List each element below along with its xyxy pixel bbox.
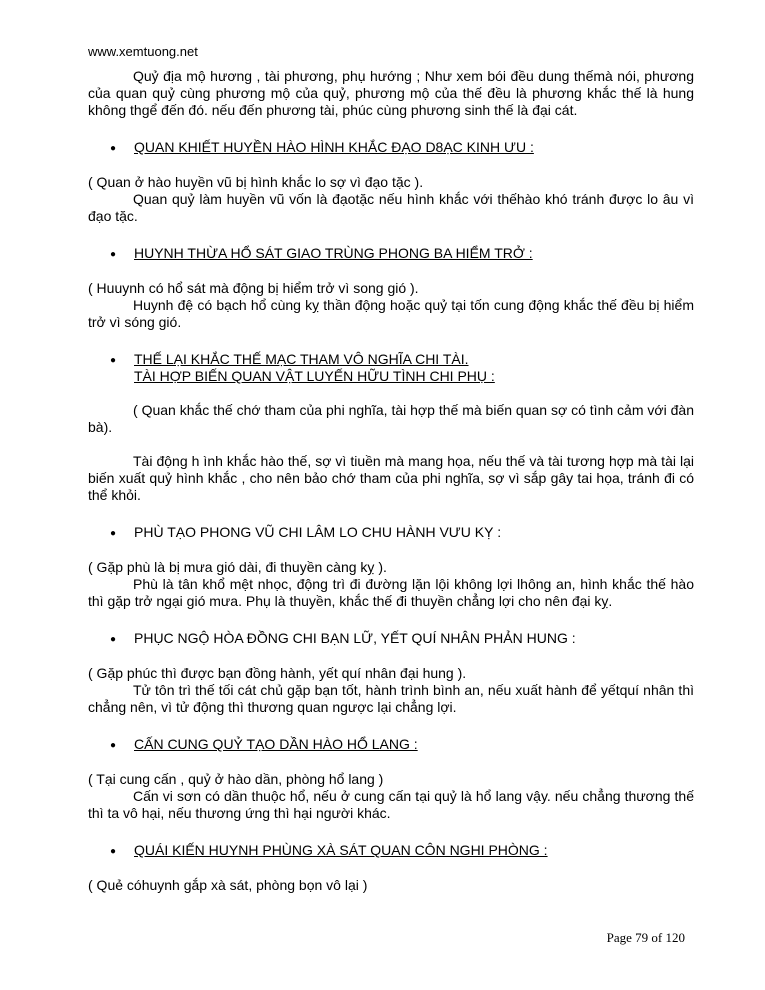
heading-text: QUÁI KIẾN HUYNH PHÙNG XÀ SÁT QUAN CÔN NGHI PHÒNG :: [134, 842, 548, 858]
gloss-paragraph: ( Gặp phù là bị mưa gió dài, đi thuyền càng kỵ ).: [88, 559, 387, 575]
body-paragraph: Huynh đệ có bạch hổ cùng kỵ thần động hoặc quỷ tại tốn cung động khắc thế đều bị hiểm trở vì sóng gió.: [88, 297, 694, 330]
bullet-icon: ●: [110, 355, 117, 366]
heading-text: CẤN CUNG QUỶ TẠO DẦN HÀO HỔ LANG :: [134, 736, 418, 752]
heading-text: PHÙ TẠO PHONG VŨ CHI LÂM LO CHU HÀNH VƯU KỴ :: [134, 524, 502, 540]
bullet-icon: ●: [110, 249, 117, 260]
body-paragraph: Phù là tân khổ mệt nhọc, động trì đi đường lặn lội không lợi lhông an, hình khắc thế hào thì gặp trở ngại gió mưa. Phụ là thuyền, khắc thế đi thuyền chẳng lợi cho nên đại kỵ.: [88, 576, 694, 609]
gloss-paragraph: ( Huuynh có hổ sát mà động bị hiểm trở vì song gió ).: [88, 280, 419, 296]
gloss-paragraph: ( Tại cung cấn , quỷ ở hào dần, phòng hổ lang ): [88, 771, 384, 787]
bullet-icon: ●: [110, 634, 117, 645]
gloss-paragraph: ( Quẻ cóhuynh gắp xà sát, phòng bọn vô lại ): [88, 877, 368, 893]
bullet-icon: ●: [110, 528, 117, 539]
page-number: Page 79 of 120: [606, 930, 685, 945]
heading-text: HUYNH THỪA HỔ SÁT GIAO TRÙNG PHONG BA HIỂM TRỞ :: [134, 245, 533, 261]
gloss-paragraph: ( Quan ở hào huyền vũ bị hình khắc lo sợ vì đạo tặc ).: [88, 174, 424, 190]
section-heading: [110, 139, 694, 157]
heading-text: QUAN KHIẾT HUYỀN HÀO HÌNH KHẮC ĐẠO D8ẠC KINH ƯU :: [134, 139, 534, 155]
page-content: [88, 68, 694, 894]
site-url: www.xemtuong.net: [88, 44, 198, 59]
bullet-icon: ●: [110, 846, 117, 857]
section-heading: [110, 736, 694, 754]
section-heading: [110, 245, 694, 263]
heading-text: THẾ LẠI KHẮC THẾ MẠC THAM VÔ NGHĨA CHI TÀI.: [134, 351, 469, 367]
bullet-icon: ●: [110, 740, 117, 751]
heading-text: PHỤC NGỘ HÒA ĐỒNG CHI BẠN LỮ, YẾT QUÍ NHÂN PHẢN HUNG :: [134, 630, 576, 646]
body-paragraph: Quan quỷ làm huyền vũ vốn là đạotặc nếu hình khắc với thếhào khó tránh được lo âu vì đạo tặc.: [88, 191, 694, 224]
body-paragraph: Cấn vi sơn có dần thuộc hổ, nếu ở cung cấn tại quỷ là hổ lang vậy. nếu chẳng thương thế thì ta vô hại, nếu thương ứng thì hại người khác.: [88, 788, 694, 821]
heading-text: TÀI HỢP BIẾN QUAN VẬT LUYẾN HỮU TÌNH CHI PHỤ :: [134, 368, 495, 384]
section-heading: [110, 630, 694, 648]
section-heading: [110, 351, 694, 385]
gloss-paragraph: ( Quan khắc thế chớ tham của phi nghĩa, tài hợp thế mà biến quan sợ có tình cảm với đàn bà).: [88, 402, 694, 435]
bullet-icon: ●: [110, 143, 117, 154]
section-heading: [110, 524, 694, 542]
intro-paragraph: Quỷ địa mộ hương , tài phương, phụ hướng ; Như xem bói đều dung thếmà nói, phương của quan quỷ cùng phương mộ của quỷ, phương mộ của thế đều là phương khắc thế là hung không thgể đến đó. nếu đến phương tài, phúc cùng phương sinh thế là đại cát.: [88, 68, 694, 118]
gloss-paragraph: ( Gặp phúc thì được bạn đồng hành, yết quí nhân đại hung ).: [88, 665, 467, 681]
body-paragraph: Tử tôn trì thế tối cát chủ gặp bạn tốt, hành trình bình an, nếu xuất hành để yếtquí nhân thì chẳng nên, vì tử động thì thương quan ngược lại chẳng lợi.: [88, 682, 694, 715]
body-paragraph: Tài động h ình khắc hào thế, sợ vì tiuền mà mang họa, nếu thế và tài tương hợp mà tài lại biến xuất quỷ hình khắc , cho nên bảo chớ tham của phi nghĩa, sợ vì sắp gây tai họa, tránh đi có thể khỏi.: [88, 453, 694, 503]
section-heading: [110, 842, 694, 860]
